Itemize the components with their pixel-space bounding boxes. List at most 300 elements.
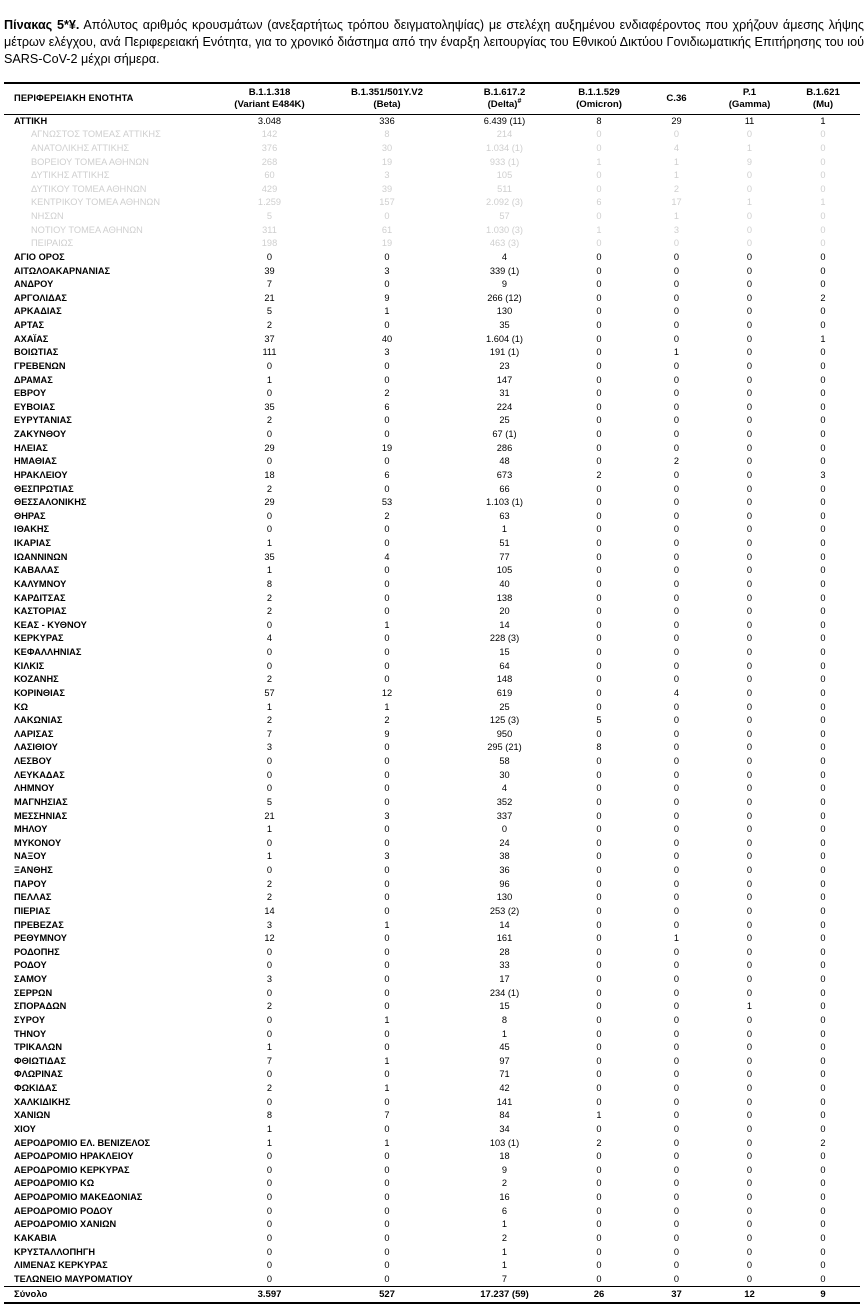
variant-count-cell: 161: [496, 933, 513, 944]
variant-count-cell: 0: [384, 933, 390, 944]
variant-count-cell: 295 (21): [487, 742, 522, 753]
variant-count-cell: 336: [379, 115, 395, 126]
variant-count-cell: 0: [820, 456, 826, 467]
variant-count-cell: 20: [499, 606, 510, 617]
variant-count-cell: 40: [499, 578, 510, 589]
table-row: [4, 1041, 860, 1055]
variant-count-cell: 1: [596, 1110, 602, 1121]
variant-count-cell: 0: [746, 974, 753, 985]
variant-count-cell: 6.439 (11): [483, 115, 526, 126]
variant-count-cell: 5: [596, 715, 602, 726]
regional-unit-name: ΑΓΙΟ ΟΡΟΣ: [14, 251, 65, 262]
variant-count-cell: 0: [596, 483, 602, 494]
regional-unit-name: ΑΕΡΟΔΡΟΜΙΟ ΚΩ: [14, 1178, 95, 1189]
variant-count-cell: 38: [499, 851, 510, 862]
table-row: [4, 932, 860, 946]
variant-count-cell: 0: [820, 1001, 826, 1012]
variant-count-cell: 0: [820, 1260, 826, 1271]
table-row: [4, 483, 860, 497]
variant-count-cell: 0: [746, 1219, 753, 1230]
variant-count-cell: 0: [673, 1055, 680, 1066]
variant-count-cell: 1: [266, 1137, 273, 1148]
variant-count-cell: 0: [820, 878, 826, 889]
variant-count-cell: 0: [673, 728, 680, 739]
variant-count-cell: 2: [266, 592, 273, 603]
table-row: [4, 1246, 860, 1260]
regional-unit-name: ΧΑΛΚΙΔΙΚΗΣ: [14, 1096, 71, 1107]
table-row: [4, 1177, 860, 1191]
variant-count-cell: 0: [384, 415, 390, 426]
variant-count-cell: 9: [746, 156, 753, 167]
variant-count-cell: 1: [820, 197, 826, 208]
variant-count-cell: 0: [820, 837, 826, 848]
variant-count-cell: 0: [384, 1232, 390, 1243]
variant-count-cell: 0: [596, 1273, 602, 1284]
variant-count-cell: 234 (1): [489, 987, 520, 998]
variant-count-cell: 0: [384, 865, 390, 876]
variant-count-cell: 0: [384, 1123, 390, 1134]
variant-count-cell: 0: [746, 442, 753, 453]
table-row: [4, 660, 860, 674]
regional-unit-name: ΒΟΡΕΙΟΥ ΤΟΜΕΑ ΑΘΗΝΩΝ: [31, 156, 149, 167]
table-row: [4, 578, 860, 592]
variant-count-cell: 1: [501, 1028, 508, 1039]
variant-count-cell: 0: [746, 347, 753, 358]
variant-count-cell: 0: [596, 1192, 602, 1203]
variant-count-cell: 63: [499, 510, 510, 521]
variant-count-cell: 0: [820, 1042, 826, 1053]
variant-count-cell: 0: [820, 129, 826, 140]
variant-count-cell: 61: [381, 224, 393, 235]
variant-count-cell: 0: [596, 251, 602, 262]
regional-unit-name: ΤΕΛΩΝΕΙΟ ΜΑΥΡΟΜΑΤΙΟΥ: [14, 1273, 133, 1284]
variant-count-cell: 0: [746, 1137, 753, 1148]
table-row: [4, 728, 860, 742]
regional-unit-name: ΚΡΥΣΤΑΛΛΟΠΗΓΗ: [14, 1246, 96, 1257]
variant-count-cell: 0: [596, 265, 602, 276]
variant-count-cell: 36: [499, 865, 510, 876]
variant-count-cell: 0: [746, 211, 753, 222]
variant-count-cell: 8: [384, 129, 390, 140]
table-row: [4, 414, 860, 428]
variant-count-cell: 2: [384, 715, 390, 726]
variant-count-cell: 0: [746, 824, 753, 835]
variant-count-cell: 0: [820, 647, 826, 658]
caption-label: Πίνακας 5*¥.: [4, 17, 80, 32]
variant-count-cell: 157: [379, 197, 395, 208]
table-row: [4, 278, 860, 292]
variant-count-cell: 0: [820, 538, 826, 549]
variant-count-cell: 0: [746, 524, 753, 535]
variant-count-cell: 0: [384, 1069, 390, 1080]
variant-count-cell: 0: [596, 333, 602, 344]
variant-count-cell: 0: [673, 1083, 680, 1094]
variant-count-cell: 0: [384, 1246, 390, 1257]
table-row: [4, 878, 860, 892]
table-page: [0, 13, 868, 1309]
variant-count-cell: 0: [266, 769, 273, 780]
variant-count-cell: 0: [596, 1069, 602, 1080]
variant-count-cell: 0: [673, 1001, 680, 1012]
table-subrow: [4, 210, 860, 224]
table-row: [4, 605, 860, 619]
regional-unit-name: ΜΑΓΝΗΣΙΑΣ: [14, 796, 68, 807]
regional-unit-name: ΤΡΙΚΑΛΩΝ: [14, 1042, 63, 1053]
table-row: [4, 1205, 860, 1219]
variant-count-cell: 1: [596, 156, 602, 167]
variant-count-cell: 0: [673, 974, 680, 985]
table-row: [4, 374, 860, 388]
variant-count-cell: 0: [266, 837, 273, 848]
variant-count-cell: 39: [381, 183, 393, 194]
variant-count-cell: 1.034 (1): [485, 142, 524, 153]
variant-count-cell: 1: [266, 374, 273, 385]
variant-count-cell: 2: [596, 1137, 602, 1148]
variant-count-cell: 0: [266, 1178, 273, 1189]
variant-count-cell: 0: [746, 320, 753, 331]
variant-count-cell: 0: [384, 1096, 390, 1107]
variant-count-cell: 1: [501, 1246, 508, 1257]
variant-count-cell: 0: [820, 442, 826, 453]
variant-count-cell: 2.092 (3): [485, 197, 524, 208]
variant-count-cell: 0: [673, 483, 680, 494]
regional-unit-name: ΑΕΡΟΔΡΟΜΙΟ ΧΑΝΙΩΝ: [14, 1219, 117, 1230]
table-row: [4, 319, 860, 333]
table-subrow: [4, 169, 860, 183]
variant-count-cell: 0: [746, 551, 753, 562]
variant-count-cell: 0: [596, 878, 602, 889]
variant-count-cell: 7: [501, 1273, 508, 1284]
table-row: [4, 1096, 860, 1110]
variant-count-cell: 0: [820, 905, 826, 916]
regional-unit-name: ΝΑΞΟΥ: [14, 851, 47, 862]
variant-count-cell: 0: [820, 769, 826, 780]
regional-unit-name: ΧΑΝΙΩΝ: [14, 1110, 51, 1121]
variant-count-cell: 0: [673, 415, 680, 426]
variant-count-cell: 6: [384, 469, 390, 480]
variant-count-cell: 0: [673, 796, 680, 807]
regional-unit-name: ΙΚΑΡΙΑΣ: [14, 538, 51, 549]
table-row: [4, 1218, 860, 1232]
table-row: [4, 442, 860, 456]
variant-count-cell: 0: [746, 388, 753, 399]
variant-count-cell: 0: [596, 1055, 602, 1066]
variant-count-cell: 0: [673, 1069, 680, 1080]
variant-count-cell: 0: [820, 865, 826, 876]
variant-count-cell: 1: [501, 1260, 508, 1271]
variant-count-cell: 0: [596, 796, 602, 807]
variant-count-cell: 0: [746, 170, 753, 181]
variant-count-cell: 0: [673, 1164, 680, 1175]
regional-unit-name: ΧΙΟΥ: [14, 1123, 36, 1134]
variant-count-cell: 14: [499, 619, 510, 630]
variant-count-cell: 0: [596, 456, 602, 467]
regional-unit-name: ΣΑΜΟΥ: [14, 974, 48, 985]
variant-count-cell: 1: [746, 197, 753, 208]
variant-count-cell: 0: [596, 442, 602, 453]
variant-count-cell: 268: [261, 156, 278, 167]
table-subrow: [4, 196, 860, 210]
table-row: [4, 564, 860, 578]
header-line-secondary: (Gamma): [728, 98, 771, 110]
variant-count-cell: 2: [820, 292, 826, 303]
variant-count-cell: 0: [746, 1246, 753, 1257]
variant-count-cell: 25: [499, 701, 510, 712]
variant-count-cell: 0: [596, 279, 602, 290]
regional-unit-name: ΠΕΛΛΑΣ: [14, 892, 52, 903]
variant-count-cell: 0: [673, 769, 680, 780]
variant-count-cell: 2: [266, 606, 273, 617]
variant-count-cell: 5: [266, 306, 273, 317]
variant-count-cell: 0: [384, 251, 390, 262]
variant-count-cell: 84: [499, 1110, 510, 1121]
variant-count-cell: 0: [746, 674, 753, 685]
variant-count-cell: 0: [596, 401, 602, 412]
variant-count-cell: 0: [746, 1260, 753, 1271]
variant-count-cell: 0: [596, 1260, 602, 1271]
table-subrow: [4, 224, 860, 238]
table-row: [4, 333, 860, 347]
variant-count-cell: 0: [820, 1083, 826, 1094]
variant-count-cell: 4: [501, 783, 508, 794]
variant-count-cell: 0: [266, 960, 273, 971]
variant-count-cell: 0: [673, 129, 680, 140]
regional-unit-name: ΘΗΡΑΣ: [14, 510, 46, 521]
variant-count-cell: 0: [746, 810, 753, 821]
table-row: [4, 523, 860, 537]
variant-count-cell: 0: [596, 756, 602, 767]
variant-count-cell: 0: [384, 796, 390, 807]
regional-unit-name: ΑΡΓΟΛΙΔΑΣ: [14, 292, 67, 303]
variant-count-cell: 0: [820, 1096, 826, 1107]
variant-count-cell: 12: [264, 933, 275, 944]
variant-count-cell: 0: [596, 892, 602, 903]
variant-count-cell: 2: [266, 878, 273, 889]
regional-unit-name: ΓΡΕΒΕΝΩΝ: [14, 360, 66, 371]
regional-unit-name: ΣΠΟΡΑΔΩΝ: [14, 1001, 67, 1012]
variant-count-cell: 66: [499, 483, 510, 494]
regional-unit-name: ΑΕΡΟΔΡΟΜΙΟ ΕΛ. ΒΕΝΙΖΕΛΟΣ: [14, 1137, 151, 1148]
regional-unit-name: ΔΥΤΙΚΟΥ ΤΟΜΕΑ ΑΘΗΝΩΝ: [31, 183, 147, 194]
footnote-marker: #: [517, 97, 522, 105]
variant-count-cell: 0: [266, 388, 273, 399]
variant-count-cell: 1: [673, 170, 680, 181]
variant-count-cell: 1: [746, 142, 753, 153]
variant-count-cell: 57: [264, 687, 275, 698]
regional-unit-name: ΑΝΑΤΟΛΙΚΗΣ ΑΤΤΙΚΗΣ: [31, 142, 130, 153]
variant-count-cell: 0: [746, 292, 753, 303]
variant-count-cell: 0: [384, 1042, 390, 1053]
variant-count-cell: 0: [820, 142, 826, 153]
variant-count-cell: 6: [596, 197, 602, 208]
variant-count-cell: 0: [596, 1001, 602, 1012]
variant-count-cell: 0: [596, 647, 602, 658]
regional-unit-name: ΗΜΑΘΙΑΣ: [14, 456, 57, 467]
variant-count-cell: 30: [381, 142, 393, 153]
variant-count-cell: 0: [746, 1042, 753, 1053]
variant-count-cell: 0: [596, 633, 602, 644]
variant-count-cell: 0: [820, 783, 826, 794]
variant-count-cell: 18: [499, 1151, 510, 1162]
variant-count-cell: 0: [266, 783, 273, 794]
variant-count-cell: 214: [496, 129, 513, 140]
variant-count-cell: 0: [820, 933, 826, 944]
variant-count-cell: 0: [266, 1028, 273, 1039]
table-row: [4, 1068, 860, 1082]
variant-count-cell: 0: [746, 1069, 753, 1080]
variant-count-cell: 253 (2): [489, 905, 520, 916]
variant-count-cell: 0: [384, 1151, 390, 1162]
table-row: [4, 387, 860, 401]
regional-unit-name: ΚΑΒΑΛΑΣ: [14, 565, 60, 576]
variant-count-cell: 3.048: [257, 115, 282, 126]
variant-count-cell: 0: [746, 265, 753, 276]
variant-count-cell: 0: [384, 1219, 390, 1230]
variant-count-cell: 0: [596, 1178, 602, 1189]
variant-count-cell: 0: [673, 606, 680, 617]
variant-count-cell: 0: [746, 960, 753, 971]
table-subrow: [4, 128, 860, 142]
variant-count-cell: 31: [499, 388, 510, 399]
variant-count-cell: 0: [746, 851, 753, 862]
table-row: [4, 1137, 860, 1151]
variant-count-cell: 0: [673, 1137, 680, 1148]
variant-count-cell: 0: [746, 129, 753, 140]
table-row: [4, 305, 860, 319]
variant-count-cell: 0: [266, 619, 273, 630]
table-row: [4, 755, 860, 769]
variant-count-cell: 0: [746, 401, 753, 412]
variant-count-cell: 0: [596, 905, 602, 916]
total-count-cell: 9: [786, 1287, 860, 1304]
variant-count-cell: 1: [673, 933, 680, 944]
header-line-primary: B.1.1.318: [248, 87, 291, 99]
variant-count-cell: 11: [744, 115, 755, 126]
variant-count-cell: 1: [501, 524, 508, 535]
variant-count-cell: 0: [596, 837, 602, 848]
variants-by-regional-unit-table: [4, 82, 860, 1304]
header-line-primary: B.1.617.2: [483, 87, 526, 99]
regional-unit-name: ΜΥΚΟΝΟΥ: [14, 837, 62, 848]
variant-count-cell: 0: [746, 987, 753, 998]
variant-count-cell: 0: [266, 1014, 273, 1025]
total-count-cell: 37: [640, 1287, 713, 1304]
variant-count-cell: 0: [673, 1028, 680, 1039]
variant-count-cell: 0: [820, 1151, 826, 1162]
variant-count-cell: 0: [673, 756, 680, 767]
variant-count-cell: 0: [673, 1151, 680, 1162]
variant-count-cell: 0: [266, 1246, 273, 1257]
table-row: [4, 1055, 860, 1069]
variant-count-cell: 0: [266, 360, 273, 371]
table-row: [4, 796, 860, 810]
variant-count-cell: 2: [266, 320, 273, 331]
column-header-variant-5: [640, 83, 713, 114]
variant-count-cell: 0: [673, 238, 680, 249]
variant-count-cell: 39: [264, 265, 275, 276]
variant-count-cell: 0: [596, 606, 602, 617]
variant-count-cell: 0: [746, 578, 753, 589]
total-label: Σύνολο: [4, 1287, 216, 1304]
table-row: [4, 891, 860, 905]
regional-unit-name: ΑΕΡΟΔΡΟΜΙΟ ΚΕΡΚΥΡΑΣ: [14, 1164, 130, 1175]
variant-count-cell: 0: [746, 660, 753, 671]
variant-count-cell: 0: [820, 1232, 826, 1243]
variant-count-cell: 14: [264, 905, 275, 916]
variant-count-cell: 0: [384, 824, 390, 835]
variant-count-cell: 2: [266, 715, 273, 726]
variant-count-cell: 57: [499, 211, 510, 222]
variant-count-cell: 29: [671, 115, 682, 126]
variant-count-cell: 0: [820, 851, 826, 862]
table-row: [4, 114, 860, 128]
variant-count-cell: 0: [820, 1192, 826, 1203]
regional-unit-name: ΑΙΤΩΛΟΑΚΑΡΝΑΝΙΑΣ: [14, 265, 111, 276]
variant-count-cell: 933 (1): [489, 156, 520, 167]
variant-count-cell: 0: [673, 497, 680, 508]
table-row: [4, 837, 860, 851]
regional-unit-name: ΠΑΡΟΥ: [14, 878, 47, 889]
variant-count-cell: 0: [746, 1014, 753, 1025]
variant-count-cell: 0: [820, 1014, 826, 1025]
variant-count-cell: 286: [496, 442, 513, 453]
variant-count-cell: 35: [499, 320, 510, 331]
table-row: [4, 1164, 860, 1178]
regional-unit-name: ΕΥΒΟΙΑΣ: [14, 401, 56, 412]
variant-count-cell: 0: [673, 578, 680, 589]
variant-count-cell: 0: [746, 728, 753, 739]
variant-count-cell: 0: [596, 974, 602, 985]
variant-count-cell: 0: [820, 660, 826, 671]
variant-count-cell: 0: [596, 1014, 602, 1025]
variant-count-cell: 2: [501, 1178, 508, 1189]
regional-unit-name: ΚΕΑΣ - ΚΥΘΝΟΥ: [14, 619, 87, 630]
variant-count-cell: 0: [384, 279, 390, 290]
variant-count-cell: 0: [596, 619, 602, 630]
total-count-cell: 527: [323, 1287, 451, 1304]
variant-count-cell: 0: [820, 987, 826, 998]
variant-count-cell: 0: [746, 510, 753, 521]
variant-count-cell: 2: [266, 483, 273, 494]
variant-count-cell: 0: [820, 606, 826, 617]
variant-count-cell: 0: [746, 456, 753, 467]
regional-unit-name: ΑΕΡΟΔΡΟΜΙΟ ΜΑΚΕΔΟΝΙΑΣ: [14, 1192, 143, 1203]
variant-count-cell: 0: [384, 987, 390, 998]
variant-count-cell: 0: [596, 687, 602, 698]
variant-count-cell: 0: [746, 1232, 753, 1243]
variant-count-cell: 0: [596, 306, 602, 317]
table-row: [4, 1232, 860, 1246]
variant-count-cell: 0: [746, 1083, 753, 1094]
variant-count-cell: 0: [820, 1246, 826, 1257]
variant-count-cell: 0: [820, 265, 826, 276]
variant-count-cell: 12: [381, 687, 393, 698]
variant-count-cell: 0: [820, 633, 826, 644]
variant-count-cell: 0: [746, 865, 753, 876]
variant-count-cell: 0: [673, 551, 680, 562]
variant-count-cell: 0: [673, 946, 680, 957]
variant-count-cell: 0: [746, 1151, 753, 1162]
variant-count-cell: 0: [746, 769, 753, 780]
variant-count-cell: 0: [673, 1042, 680, 1053]
variant-count-cell: 0: [746, 619, 753, 630]
variant-count-cell: 19: [381, 156, 393, 167]
variant-count-cell: 1: [673, 347, 680, 358]
table-body: [4, 114, 860, 1287]
regional-unit-name: ΚΕΝΤΡΙΚΟΥ ΤΟΜΕΑ ΑΘΗΝΩΝ: [31, 197, 160, 208]
variant-count-cell: 2: [266, 674, 273, 685]
variant-count-cell: 97: [499, 1055, 510, 1066]
